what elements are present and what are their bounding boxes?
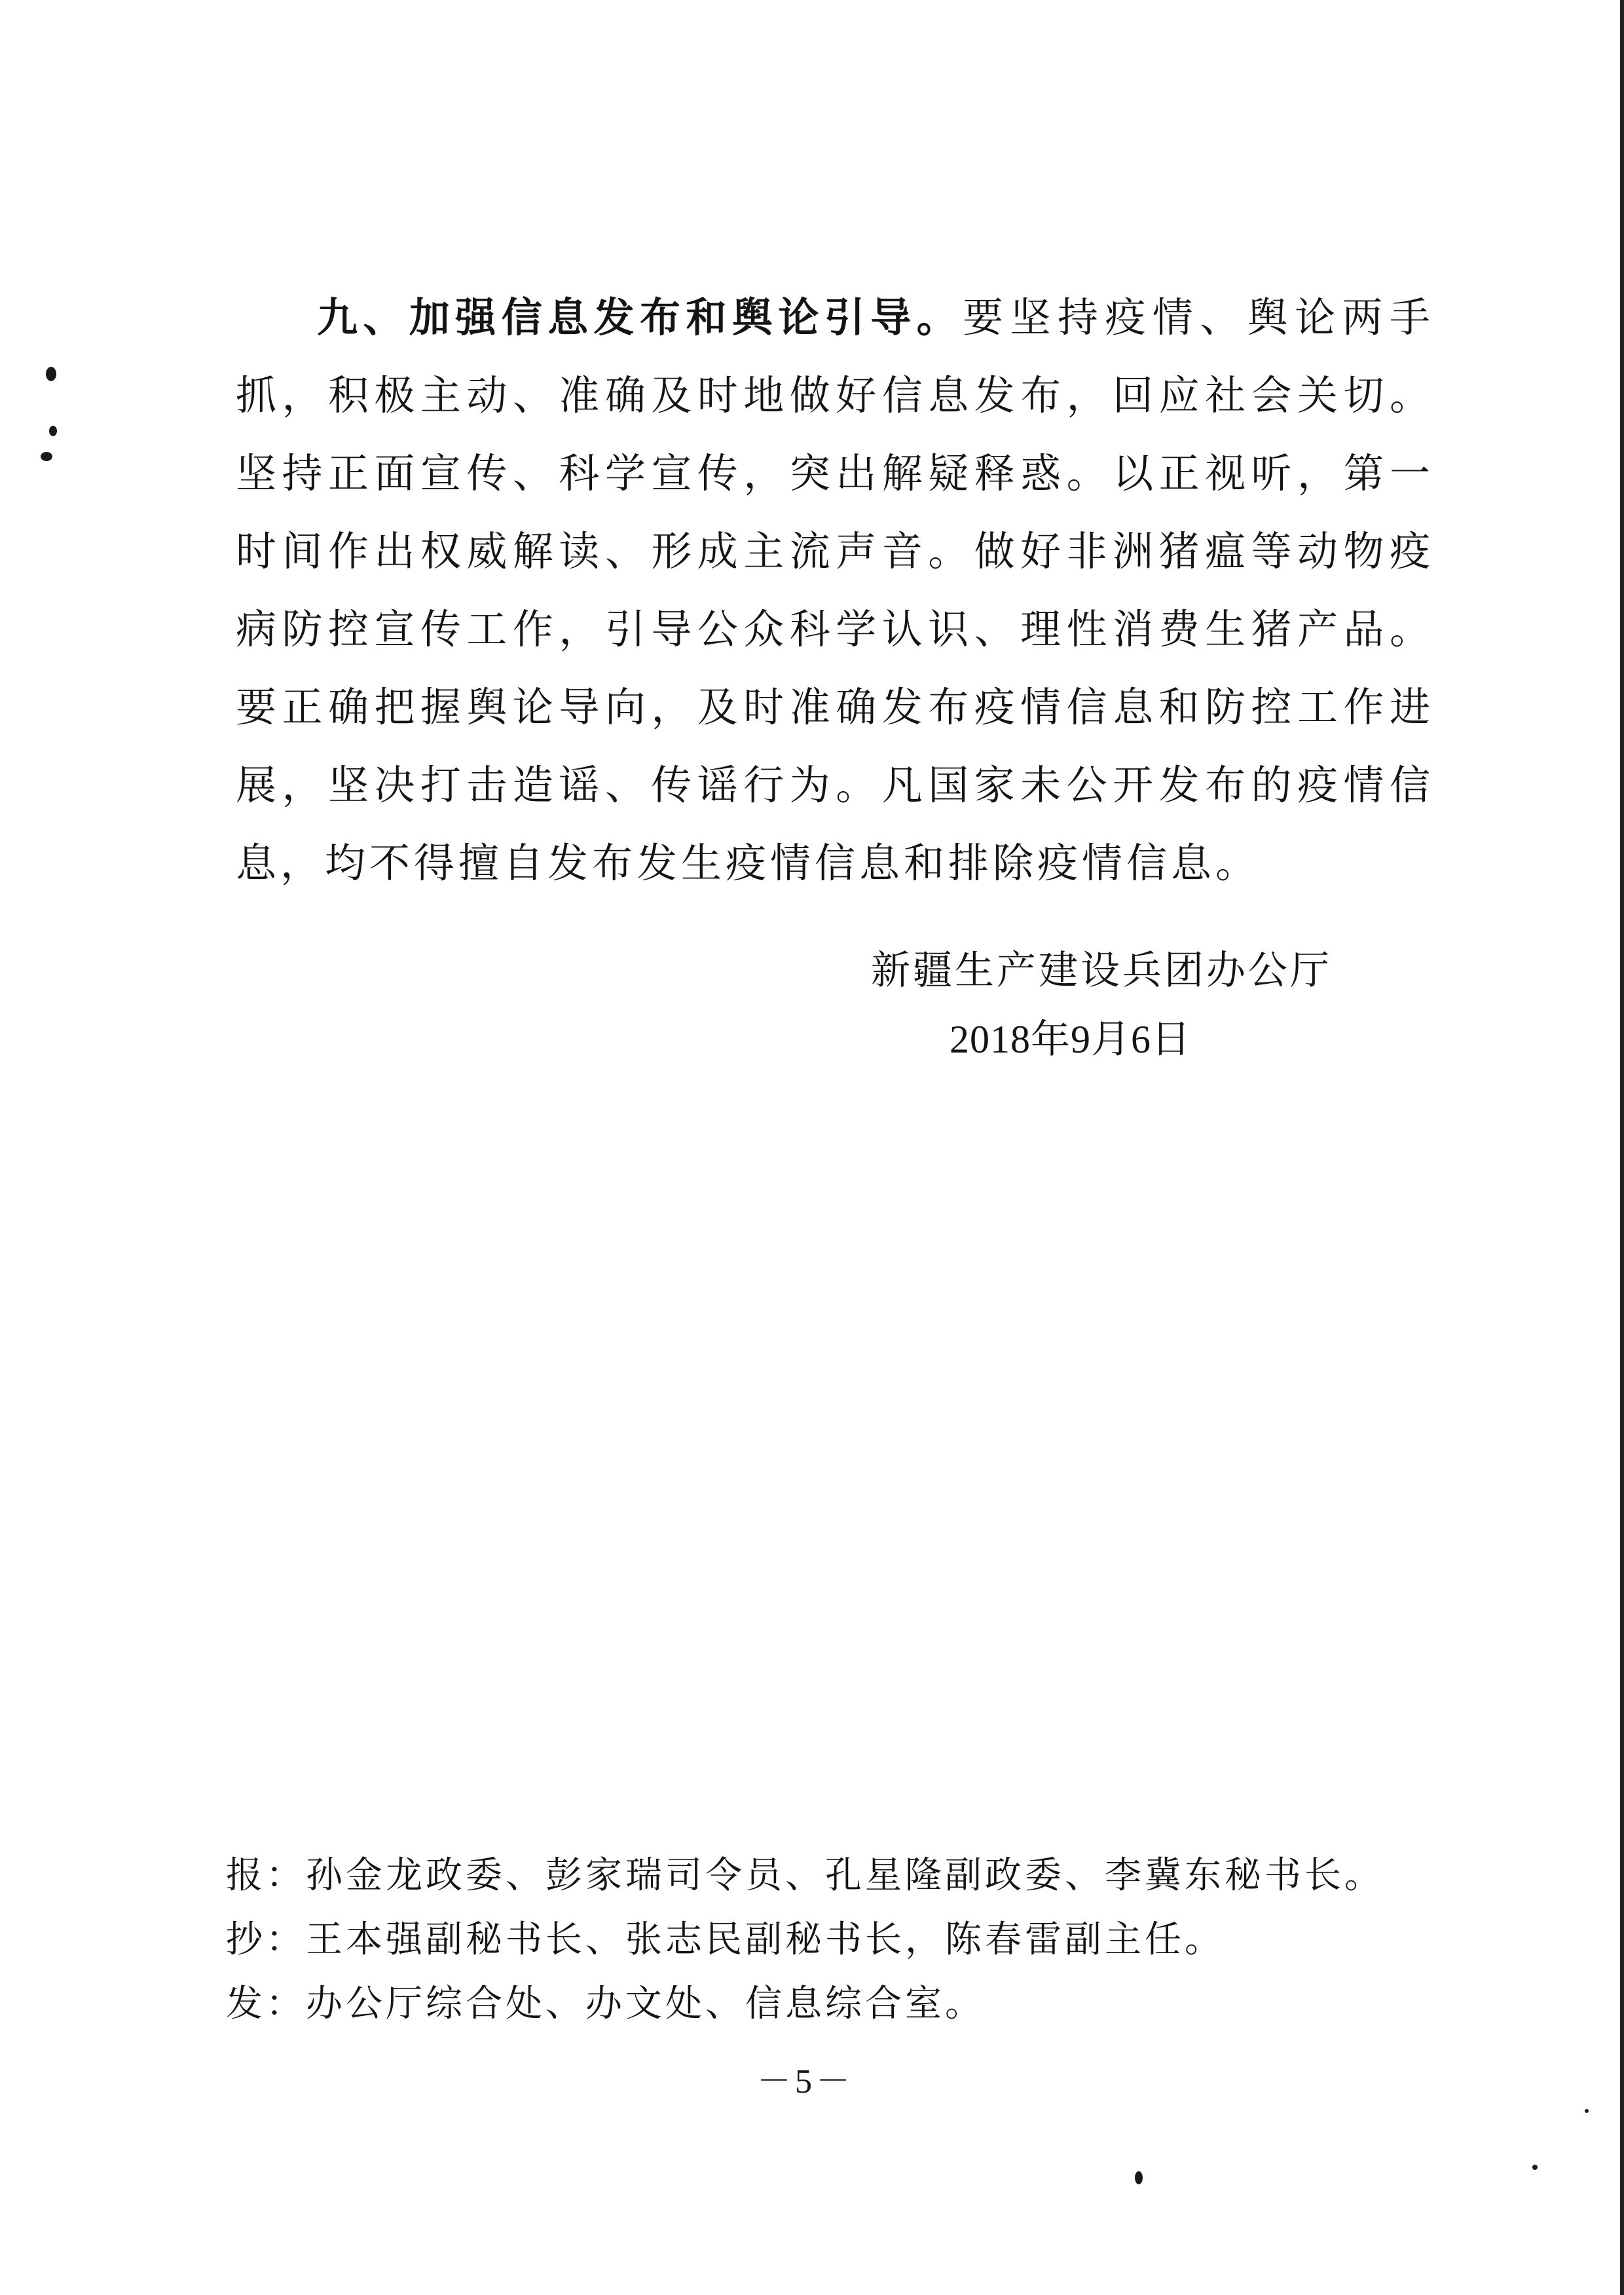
signature-block xyxy=(871,937,1369,1074)
scan-speck xyxy=(41,452,52,461)
section-heading: 九、加强信息发布和舆论引导。 xyxy=(317,293,963,341)
issuing-office: 新疆生产建设兵团办公厅 xyxy=(871,948,1332,994)
section-nine xyxy=(236,278,1434,902)
page-number: －5－ xyxy=(756,2063,854,2100)
send-to-line: 发：办公厅综合处、办文处、信息综合室。 xyxy=(226,1983,985,2025)
section-paragraph xyxy=(236,278,1434,902)
copy-to-line: 抄：王本强副秘书长、张志民副秘书长，陈春雷副主任。 xyxy=(226,1918,1225,1961)
section-body-text: 要坚持疫情、舆论两手抓，积极主动、准确及时地做好信息发布，回应社会关切。坚持正面宣传、科学宣传，突出解疑释惑。以正视听，第一时间作出权威解读、形成主流声音。做好非洲猪瘟等动物疫病防控宣传工作，引导公众科学认识、理性消费生猪产品。要正确把握舆论导向，及时准确发布疫情信息和防控工作进展，坚决打击造谣、传谣行为。凡国家未公开发布的疫情信息，均不得擅自发布发生疫情信息和排除疫情信息。 xyxy=(236,293,1434,887)
scan-speck xyxy=(1532,2165,1538,2170)
distribution-list xyxy=(226,1844,1470,2036)
scan-speck xyxy=(1135,2171,1143,2184)
scan-speck xyxy=(46,367,56,381)
scan-speck xyxy=(49,426,57,436)
report-to-line: 报：孙金龙政委、彭家瑞司令员、孔星隆副政委、李冀东秘书长。 xyxy=(226,1854,1384,1897)
issue-date: 2018年9月6日 xyxy=(950,1018,1191,1061)
scan-speck xyxy=(1585,2109,1589,2113)
